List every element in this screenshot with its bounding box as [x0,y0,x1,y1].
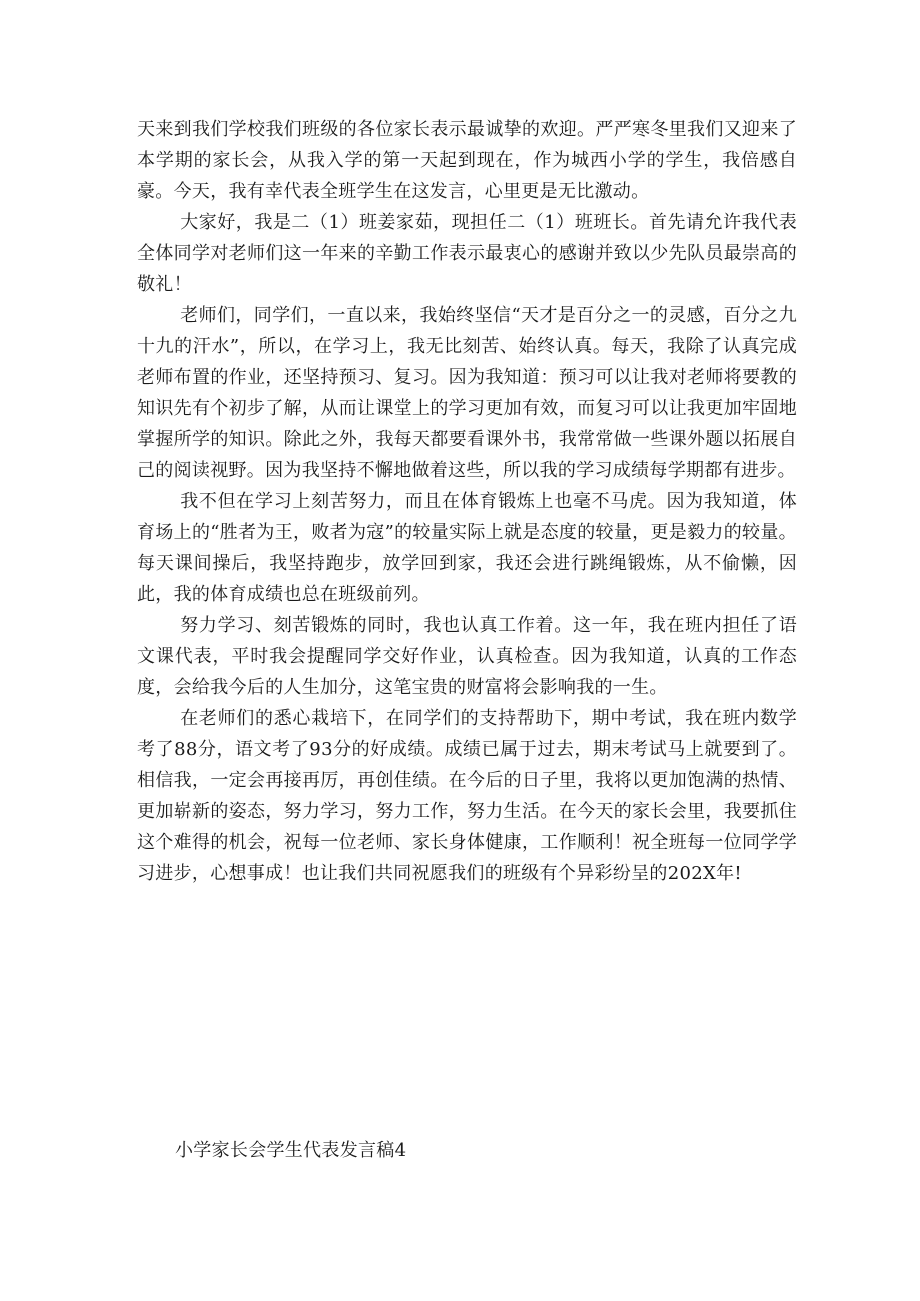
paragraph-study: 老师们，同学们，一直以来，我始终坚信“天才是百分之一的灵感，百分之九十九的汗水”，所以，在学习上，我无比刻苦、始终认真。每天，我除了认真完成老师布置的作业，还坚持预习、复习。因为我知道：预习可以让我对老师将要教的知识先有个初步了解，从而让课堂上的学习更加有效，而复习可以让我更加牢固地掌握所学的知识。除此之外，我每天都要看课外书，我常常做一些课外题以拓展自己的阅读视野。因为我坚持不懈地做着这些，所以我的学习成绩每学期都有进步。 [137,305,797,481]
document-body [137,114,797,889]
paragraph-sports: 我不但在学习上刻苦努力，而且在体育锻炼上也毫不马虎。因为我知道，体育场上的“胜者为王，败者为寇”的较量实际上就是态度的较量，更是毅力的较量。每天课间操后，我坚持跑步，放学回到家，我还会进行跳绳锻炼，从不偷懒，因此，我的体育成绩也总在班级前列。 [137,491,797,605]
next-section-heading: 小学家长会学生代表发言稿4 [175,1140,407,1161]
paragraph-work: 努力学习、刻苦锻炼的同时，我也认真工作着。这一年，我在班内担任了语文课代表，平时我会提醒同学交好作业，认真检查。因为我知道，认真的工作态度，会给我今后的人生加分，这笔宝贵的财富将会影响我的一生。 [137,615,797,698]
paragraph-continued-welcome: 天来到我们学校我们班级的各位家长表示最诚挚的欢迎。严严寒冬里我们又迎来了本学期的家长会，从我入学的第一天起到现在，作为城西小学的学生，我倍感自豪。今天，我有幸代表全班学生在这发言，心里更是无比激动。 [137,119,797,202]
paragraph-self-introduction: 大家好，我是二（1）班姜家茹，现担任二（1）班班长。首先请允许我代表全体同学对老师们这一年来的辛勤工作表示最衷心的感谢并致以少先队员最崇高的敬礼！ [137,212,797,295]
paragraph-closing: 在老师们的悉心栽培下，在同学们的支持帮助下，期中考试，我在班内数学考了88分，语文考了93分的好成绩。成绩已属于过去，期末考试马上就要到了。相信我，一定会再接再厉，再创佳绩。在今后的日子里，我将以更加饱满的热情、更加崭新的姿态，努力学习，努力工作，努力生活。在今天的家长会里，我要抓住这个难得的机会，祝每一位老师、家长身体健康，工作顺利！祝全班每一位同学学习进步，心想事成！也让我们共同祝愿我们的班级有个异彩纷呈的202X年! [137,708,797,884]
